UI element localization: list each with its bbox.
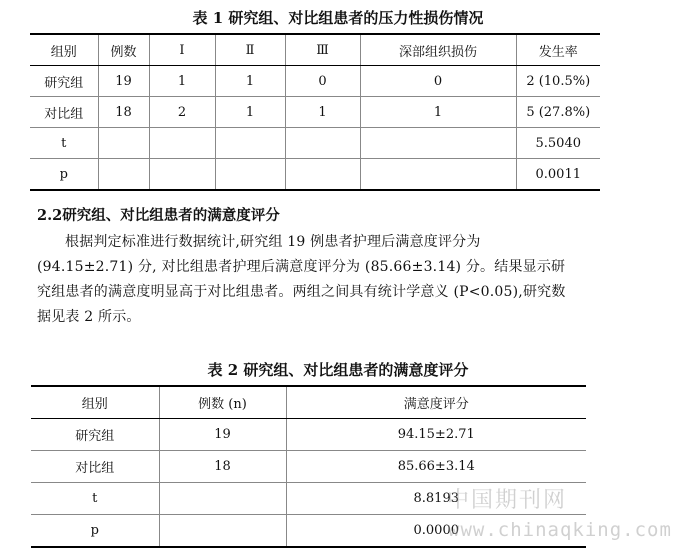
watermark-brand: 中国期刊网 xyxy=(447,488,568,513)
table-cell xyxy=(98,128,149,159)
header-cell: 满意度评分 xyxy=(286,386,586,419)
header-cell: Ⅱ xyxy=(215,34,285,66)
table-row xyxy=(30,159,600,191)
table-row xyxy=(31,419,586,451)
table-cell: 1 xyxy=(149,66,215,97)
table-cell xyxy=(285,159,360,191)
table-cell xyxy=(215,128,285,159)
table-cell xyxy=(149,128,215,159)
header-cell: 例数 (n) xyxy=(159,386,286,419)
table-cell: p xyxy=(31,515,159,548)
table-cell: 18 xyxy=(98,97,149,128)
table-cell xyxy=(215,159,285,191)
table-row xyxy=(30,97,600,128)
table-2-caption: 表 2 研究组、对比组患者的满意度评分 xyxy=(207,361,469,379)
table-cell: 1 xyxy=(215,66,285,97)
table-cell xyxy=(159,515,286,548)
table-cell: 0 xyxy=(360,66,516,97)
table-cell: 85.66±3.14 xyxy=(286,451,586,483)
table-header-row xyxy=(31,386,586,419)
table-cell: 94.15±2.71 xyxy=(286,419,586,451)
header-cell: 组别 xyxy=(30,34,98,66)
watermark-url: www.chinaqking.com xyxy=(448,519,672,541)
table-cell xyxy=(360,128,516,159)
table-cell xyxy=(149,159,215,191)
table-cell: 0.0000 xyxy=(286,515,586,548)
table-cell: 0.0011 xyxy=(516,159,600,191)
table-cell: 5 (27.8%) xyxy=(516,97,600,128)
table-cell: 研究组 xyxy=(30,66,98,97)
header-cell: Ⅲ xyxy=(285,34,360,66)
section-heading: 2.2研究组、对比组患者的满意度评分 xyxy=(37,207,280,224)
table-cell: 19 xyxy=(98,66,149,97)
table-cell xyxy=(360,159,516,191)
table-cell: 0 xyxy=(285,66,360,97)
table-cell: t xyxy=(31,483,159,515)
table-cell: 8.8193 xyxy=(286,483,586,515)
header-cell: 深部组织损伤 xyxy=(360,34,516,66)
header-cell: Ⅰ xyxy=(149,34,215,66)
table-header-row xyxy=(30,34,600,66)
table-cell: 1 xyxy=(215,97,285,128)
body-paragraph: 根据判定标准进行数据统计,研究组 19 例患者护理后满意度评分为 (94.15±2.71) 分, 对比组患者护理后满意度评分为 (85.66±3.14) 分。结果显示研究组患者的满意度明显高于对比组患者。两组之间具有统计学意义 (P<0.05),研究数据见表 2 所示。 xyxy=(37,234,566,325)
table-cell: 2 xyxy=(149,97,215,128)
table-row xyxy=(31,451,586,483)
table-cell: 对比组 xyxy=(30,97,98,128)
table-cell: p xyxy=(30,159,98,191)
header-cell: 发生率 xyxy=(516,34,600,66)
table-cell: 1 xyxy=(360,97,516,128)
table-cell xyxy=(159,483,286,515)
table-row xyxy=(30,128,600,159)
pressure-injury-table xyxy=(30,33,600,191)
table-cell: 研究组 xyxy=(31,419,159,451)
table-cell: 1 xyxy=(285,97,360,128)
table-cell: 18 xyxy=(159,451,286,483)
table-1-caption: 表 1 研究组、对比组患者的压力性损伤情况 xyxy=(192,9,484,27)
table-cell xyxy=(98,159,149,191)
table-cell: 2 (10.5%) xyxy=(516,66,600,97)
header-cell: 例数 xyxy=(98,34,149,66)
table-row xyxy=(30,66,600,97)
header-cell: 组别 xyxy=(31,386,159,419)
table-cell: 5.5040 xyxy=(516,128,600,159)
table-cell: 19 xyxy=(159,419,286,451)
table-cell: t xyxy=(30,128,98,159)
table-cell xyxy=(285,128,360,159)
table-cell: 对比组 xyxy=(31,451,159,483)
